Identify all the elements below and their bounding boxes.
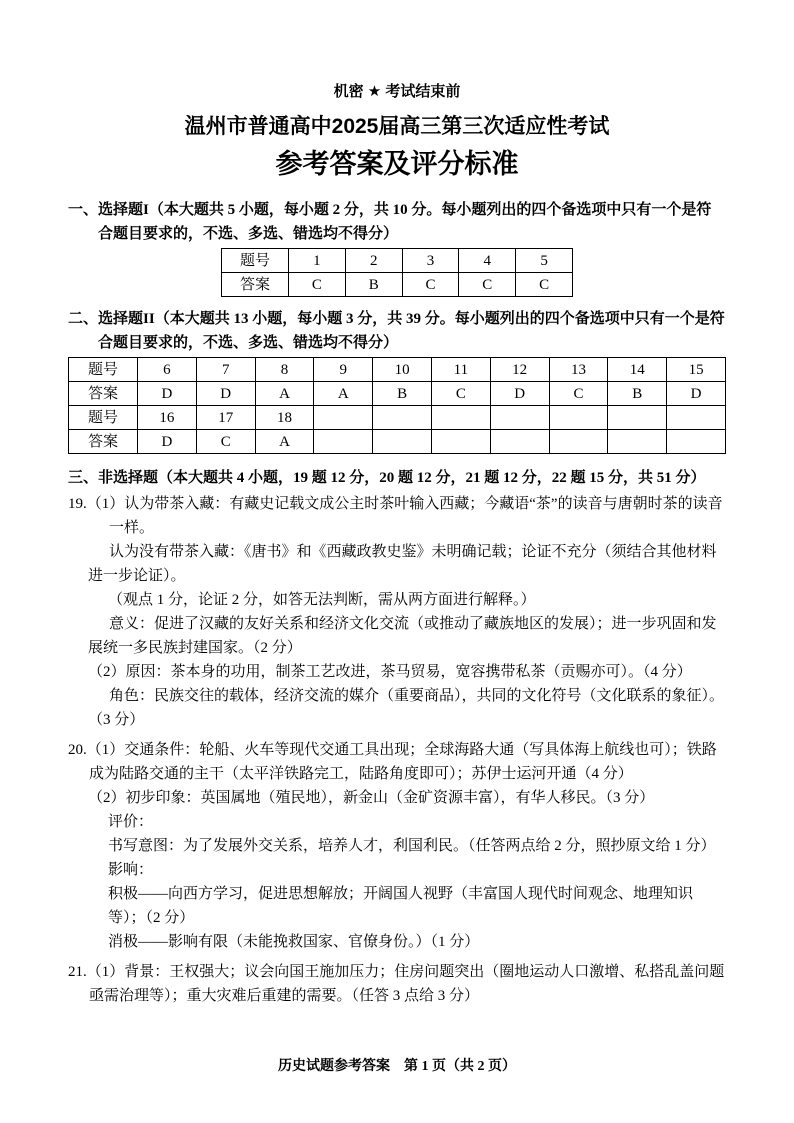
table-cell: 答案 (222, 273, 289, 297)
answer-19-1-significance: 意义：促进了汉藏的友好关系和经济文化交流（或推动了藏族地区的发展）；进一步巩固和发展统一多民族封建国家。（2 分） (88, 616, 717, 656)
answer-question-20 (68, 738, 726, 954)
table-cell: 17 (196, 406, 255, 430)
table-cell (314, 406, 373, 430)
section-2-heading (68, 307, 726, 355)
security-marking: 机密 ★ 考试结束前 (333, 83, 461, 100)
answer-question-19 (68, 492, 726, 732)
answer-20-2-intent: 书写意图：为了发展外交关系，培养人才，利国利民。（任答两点给 2 分，照抄原文给 1 分） (108, 838, 716, 854)
answer-20-2-impression: （2）初步印象：英国属地（殖民地），新金山（金矿资源丰富），有华人移民。（3 分） (88, 790, 655, 806)
table-cell (431, 406, 490, 430)
table-cell: C (289, 273, 346, 297)
table-cell: 答案 (69, 382, 138, 406)
table-cell: 题号 (222, 249, 289, 273)
table-row (69, 430, 726, 454)
table-cell: D (667, 382, 726, 406)
table-row (222, 273, 573, 297)
answer-19-1-viewpoint: 19.（1）认为带茶入藏：有藏史记载文成公主时茶叶输入西藏；今藏语“茶”的读音与唐朝时茶的读音一样。 (68, 496, 723, 536)
page-footer: 历史试题参考答案 第 1 页（共 2 页） (278, 1059, 516, 1074)
table-cell: B (608, 382, 667, 406)
section-2-desc: （本大题共 13 小题，每小题 3 分，共 39 分。每小题列出的四个备选项中只有一个是符合题目要求的，不选、多选、错选均不得分） (98, 311, 725, 351)
table-cell (608, 430, 667, 454)
table-cell: 题号 (69, 406, 138, 430)
table-cell: C (431, 382, 490, 406)
table-cell (373, 406, 432, 430)
table-cell (549, 406, 608, 430)
table-cell: C (196, 430, 255, 454)
answer-table-1 (221, 248, 573, 297)
table-cell: C (549, 382, 608, 406)
answer-20-1-conditions: 20.（1）交通条件：轮船、火车等现代交通工具出现；全球海路大通（写具体海上航线也可）；铁路成为陆路交通的主干（太平洋铁路完工，陆路角度即可）；苏伊士运河开通（4 分） (68, 742, 717, 782)
exam-title: 温州市普通高中2025届高三第三次适应性考试 (184, 115, 610, 138)
section-3-desc: （本大题共 4 小题，19 题 12 分，20 题 12 分，21 题 12 分，22 题 15 分，共 51 分） (158, 470, 706, 486)
answer-20-2-positive: 积极——向西方学习，促进思想解放；开阔国人视野（丰富国人现代时间观念、地理知识等）；（2 分） (108, 886, 694, 926)
section-1-desc: （本大题共 5 小题，每小题 2 分，共 10 分。每小题列出的四个备选项中只有一个是符合题目要求的，不选、多选、错选均不得分） (98, 202, 712, 242)
answer-19-1-scoring-note: （观点 1 分，论证 2 分，如答无法判断，需从两方面进行解释。） (108, 592, 536, 608)
table-cell: 12 (490, 358, 549, 382)
table-row (222, 249, 573, 273)
answer-question-21 (68, 960, 726, 1008)
table-cell: 15 (667, 358, 726, 382)
table-cell: 题号 (69, 358, 138, 382)
table-cell: 18 (255, 406, 314, 430)
table-cell: C (516, 273, 573, 297)
table-cell: D (138, 430, 197, 454)
table-cell: B (345, 273, 402, 297)
table-cell: C (402, 273, 459, 297)
table-cell: A (314, 382, 373, 406)
table-cell (490, 406, 549, 430)
table-cell (549, 430, 608, 454)
section-2-label: 二、选择题II (68, 311, 155, 327)
section-1-heading (68, 198, 726, 246)
answer-19-1-alternate: 认为没有带茶入藏：《唐书》和《西藏政教史鉴》未明确记载；论证不充分（须结合其他材料进一步论证）。 (88, 544, 717, 584)
table-cell (314, 430, 373, 454)
table-cell (490, 430, 549, 454)
table-cell: 2 (345, 249, 402, 273)
table-cell: D (490, 382, 549, 406)
table-cell: 4 (459, 249, 516, 273)
table-row (69, 358, 726, 382)
table-row (69, 382, 726, 406)
table-cell: 3 (402, 249, 459, 273)
table-cell: 1 (289, 249, 346, 273)
answer-table-2 (68, 357, 726, 454)
table-cell (667, 430, 726, 454)
answer-21-1-background: 21.（1）背景：王权强大；议会向国王施加压力；住房问题突出（圈地运动人口激增、私搭乱盖问题亟需治理等）；重大灾难后重建的需要。（任答 3 点给 3 分） (68, 964, 725, 1004)
table-cell: 13 (549, 358, 608, 382)
table-cell: D (138, 382, 197, 406)
table-cell: 7 (196, 358, 255, 382)
answer-20-2-influence-label: 影响： (108, 862, 154, 878)
table-cell: 14 (608, 358, 667, 382)
table-cell: C (459, 273, 516, 297)
table-cell: A (255, 430, 314, 454)
page-title: 参考答案及评分标准 (275, 149, 519, 179)
table-cell: B (373, 382, 432, 406)
table-cell: 9 (314, 358, 373, 382)
table-cell (373, 430, 432, 454)
answer-19-2-role: 角色：民族交往的载体，经济交流的媒介（重要商品），共同的文化符号（文化联系的象征）。（3 分） (88, 688, 725, 728)
table-cell: 5 (516, 249, 573, 273)
table-cell: D (196, 382, 255, 406)
section-3-label: 三、非选择题 (68, 470, 159, 486)
table-cell: 11 (431, 358, 490, 382)
section-3-heading (68, 466, 726, 490)
table-cell (667, 406, 726, 430)
table-cell (431, 430, 490, 454)
section-1-label: 一、选择题I (68, 202, 149, 218)
table-cell (608, 406, 667, 430)
table-cell: 10 (373, 358, 432, 382)
table-cell: A (255, 382, 314, 406)
table-cell: 答案 (69, 430, 138, 454)
answer-20-2-evaluation-label: 评价： (108, 814, 154, 830)
answer-20-2-negative: 消极——影响有限（未能挽救国家、官僚身份。）（1 分） (108, 934, 480, 950)
table-cell: 16 (138, 406, 197, 430)
answer-19-2-reason: （2）原因：茶本身的功用，制茶工艺改进，茶马贸易，宽容携带私茶（贡赐亦可）。（4 分） (88, 664, 692, 680)
table-cell: 8 (255, 358, 314, 382)
table-row (69, 406, 726, 430)
table-cell: 6 (138, 358, 197, 382)
